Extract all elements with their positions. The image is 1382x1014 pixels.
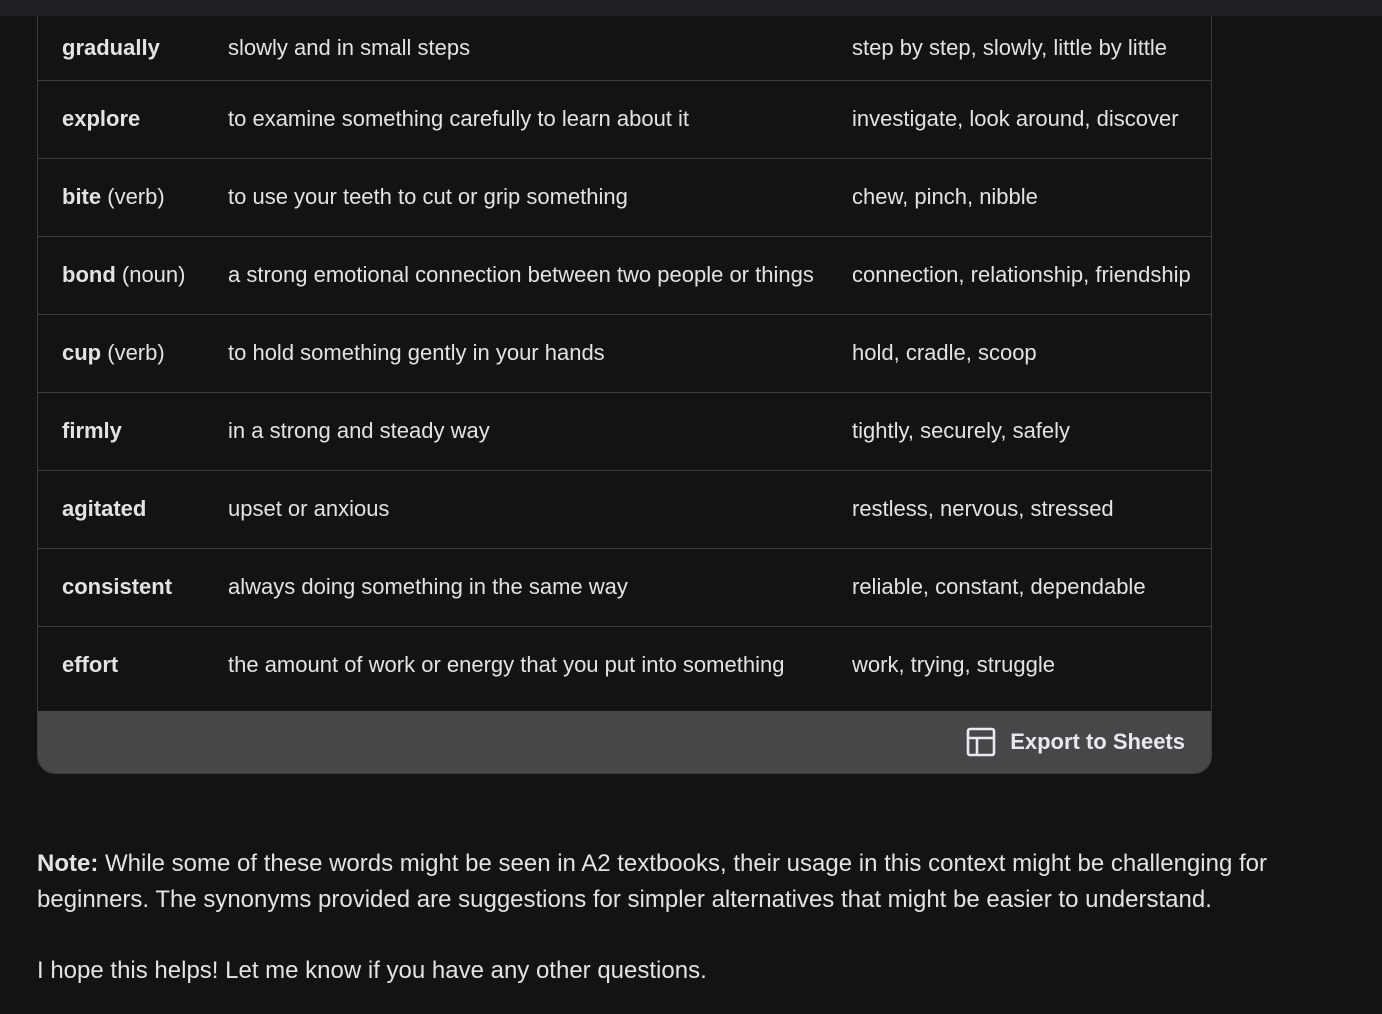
definition-cell: to hold something gently in your hands bbox=[204, 314, 828, 392]
part-of-speech: (verb) bbox=[101, 184, 165, 209]
definition-cell: upset or anxious bbox=[204, 470, 828, 548]
export-to-sheets-button[interactable] bbox=[966, 727, 1185, 757]
part-of-speech: (verb) bbox=[101, 340, 165, 365]
note-text: While some of these words might be seen in A2 textbooks, their usage in this context might be challenging for beginners. The synonyms provided are suggestions for simpler alternatives that might be easier to understand. bbox=[37, 850, 1267, 913]
definition-cell: the amount of work or energy that you put into something bbox=[228, 652, 785, 678]
export-bar bbox=[38, 711, 1211, 773]
synonyms-cell: hold, cradle, scoop bbox=[828, 314, 1211, 392]
word-cell bbox=[38, 314, 204, 392]
definition-cell: to examine something carefully to learn about it bbox=[204, 80, 828, 158]
word-text: explore bbox=[62, 106, 141, 131]
definition-cell: a strong emotional connection between two people or things bbox=[204, 236, 828, 314]
word-cell bbox=[38, 236, 204, 314]
word-text: cup bbox=[62, 340, 102, 365]
note-paragraph bbox=[37, 846, 1337, 918]
vocabulary-table-body bbox=[38, 16, 1211, 704]
word-cell bbox=[38, 158, 204, 236]
part-of-speech: (noun) bbox=[115, 262, 186, 287]
word-text: effort bbox=[62, 652, 119, 678]
definition-cell: always doing something in the same way bbox=[204, 548, 828, 626]
word-cell bbox=[38, 16, 204, 80]
word-text: bond bbox=[62, 262, 116, 287]
synonyms-cell: connection, relationship, friendship bbox=[828, 236, 1211, 314]
word-cell bbox=[38, 626, 204, 704]
synonyms-cell: chew, pinch, nibble bbox=[828, 158, 1211, 236]
synonyms-cell: restless, nervous, stressed bbox=[828, 470, 1211, 548]
closing-message: I hope this helps! Let me know if you have any other questions. bbox=[37, 957, 707, 984]
table-row bbox=[38, 626, 1211, 704]
word-text: firmly bbox=[62, 418, 122, 443]
word-text: consistent bbox=[62, 574, 173, 599]
word-text: gradually bbox=[62, 34, 160, 60]
table-row bbox=[38, 236, 1211, 314]
synonyms-cell: tightly, securely, safely bbox=[828, 392, 1211, 470]
table-row bbox=[38, 80, 1211, 158]
table-row bbox=[38, 548, 1211, 626]
synonyms-cell: reliable, constant, dependable bbox=[828, 548, 1211, 626]
table-row bbox=[38, 158, 1211, 236]
top-strip bbox=[0, 0, 1382, 16]
vocabulary-table bbox=[38, 16, 1211, 704]
word-text: bite bbox=[62, 184, 102, 209]
definition-cell: slowly and in small steps bbox=[204, 16, 828, 80]
table-row bbox=[38, 470, 1211, 548]
word-cell bbox=[38, 548, 204, 626]
synonyms-cell: work, trying, struggle bbox=[852, 652, 1055, 678]
table-row bbox=[38, 314, 1211, 392]
definition-cell: to use your teeth to cut or grip something bbox=[204, 158, 828, 236]
export-to-sheets-label: Export to Sheets bbox=[1010, 729, 1185, 754]
word-cell bbox=[38, 80, 204, 158]
synonyms-cell: investigate, look around, discover bbox=[828, 80, 1211, 158]
vocabulary-table-card bbox=[37, 16, 1212, 774]
word-cell bbox=[38, 392, 204, 470]
table-row bbox=[38, 392, 1211, 470]
table-row bbox=[38, 16, 1211, 80]
word-cell bbox=[38, 470, 204, 548]
definition-cell: in a strong and steady way bbox=[204, 392, 828, 470]
word-text: agitated bbox=[62, 496, 147, 521]
sheets-icon bbox=[966, 727, 996, 757]
note-label: Note: bbox=[37, 850, 99, 877]
synonyms-cell: step by step, slowly, little by little bbox=[828, 16, 1211, 80]
